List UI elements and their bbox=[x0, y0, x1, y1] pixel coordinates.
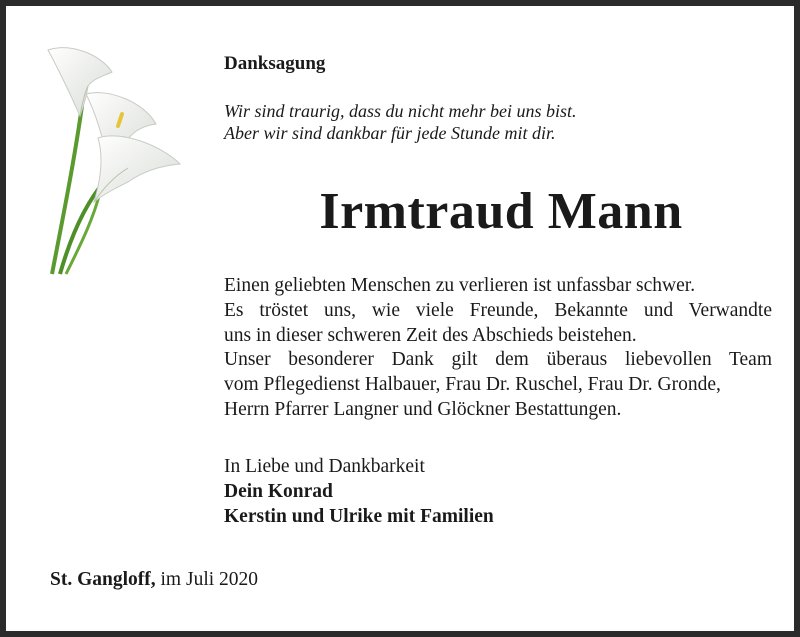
signatory: Dein Konrad bbox=[224, 480, 333, 502]
date-text: im Juli 2020 bbox=[160, 569, 259, 590]
quote-line: Aber wir sind dankbar für jede Stunde mit dir. bbox=[224, 123, 556, 143]
closing-block bbox=[224, 455, 494, 529]
body-line: Herrn Pfarrer Langner und Glöckner Bestattungen. bbox=[224, 398, 622, 420]
memorial-quote bbox=[224, 100, 577, 144]
closing-salutation: In Liebe und Dankbarkeit bbox=[224, 456, 425, 477]
body-line: Einen geliebten Menschen zu verlieren ist unfassbar schwer. bbox=[224, 275, 696, 296]
place-name: St. Gangloff, bbox=[50, 569, 156, 590]
body-line: uns in dieser schweren Zeit des Abschieds beistehen. bbox=[224, 324, 637, 346]
deceased-name: Irmtraud Mann bbox=[319, 183, 683, 240]
place-date bbox=[50, 569, 258, 591]
body-line: vom Pflegedienst Halbauer, Frau Dr. Ruschel, Frau Dr. Gronde, bbox=[224, 374, 721, 396]
notice-heading: Danksagung bbox=[224, 53, 326, 74]
body-line: Es tröstet uns, wie viele Freunde, Bekannte und Verwandte bbox=[224, 299, 772, 321]
thanks-text bbox=[224, 274, 772, 423]
quote-line: Wir sind traurig, dass du nicht mehr bei uns bist. bbox=[224, 101, 577, 121]
body-line: Unser besonderer Dank gilt dem überaus liebevollen Team bbox=[224, 349, 772, 371]
signatory: Kerstin und Ulrike mit Familien bbox=[224, 505, 494, 527]
calla-lily-icon bbox=[42, 42, 192, 282]
